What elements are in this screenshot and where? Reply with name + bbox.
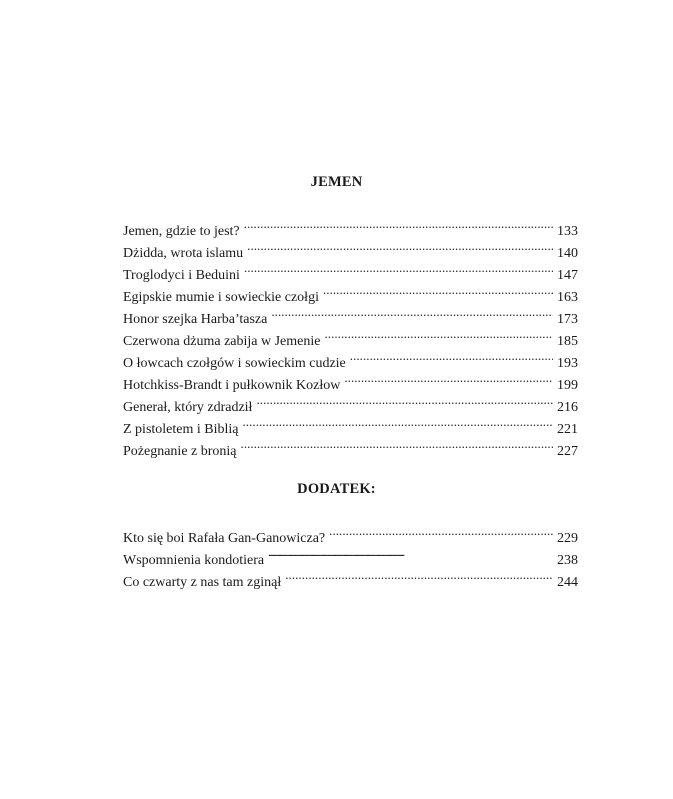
toc-entry-title: O łowcach czołgów i sowieckim cudzie (123, 356, 346, 371)
toc-entry-page: 140 (557, 246, 578, 261)
dot-leader (243, 411, 554, 433)
dot-leader (247, 235, 553, 257)
toc-entry-page: 229 (557, 531, 578, 546)
toc-entry-title: Pożegnanie z bronią (123, 444, 237, 459)
dot-leader (244, 213, 553, 235)
dot-leader (244, 257, 553, 279)
toc-entry-page: 238 (557, 553, 578, 568)
toc-entry (123, 213, 578, 239)
toc-entry-page: 216 (557, 400, 578, 415)
toc-entry-page: 163 (557, 290, 578, 305)
toc-entry-title: Generał, który zdradził (123, 400, 253, 415)
toc-entry-page: 193 (557, 356, 578, 371)
toc-list-dodatek (123, 520, 578, 590)
toc-entry-title: Dżidda, wrota islamu (123, 246, 244, 261)
toc-entry (123, 520, 578, 546)
toc-entry-page: 199 (557, 378, 578, 393)
dot-leader (271, 301, 553, 323)
toc-entry-title: Z pistoletem i Biblią (123, 422, 239, 437)
toc-entry-page: 147 (557, 268, 578, 283)
toc-entry-title: Co czwarty z nas tam zginął (123, 575, 282, 590)
toc-entry-page: 227 (557, 444, 578, 459)
section-title-jemen: JEMEN (310, 174, 363, 190)
dot-leader (285, 564, 553, 586)
toc-entry-page: 173 (557, 312, 578, 327)
toc-entry-title: Hotchkiss-Brandt i pułkownik Kozłow (123, 378, 341, 393)
dot-leader (256, 389, 553, 411)
toc-list-jemen (123, 213, 578, 459)
dot-leader (241, 433, 553, 455)
dot-leader (344, 367, 553, 389)
dot-leader (323, 279, 553, 301)
toc-entry-title: Wspomnienia kondotiera (123, 553, 265, 568)
toc-entry-page: 221 (557, 422, 578, 437)
toc-entry-title: Honor szejka Harba’tasza (123, 312, 268, 327)
toc-entry-title: Troglodyci i Beduini (123, 268, 240, 283)
dot-leader (324, 323, 553, 345)
dot-leader (268, 542, 553, 564)
toc-entry-page: 244 (557, 575, 578, 590)
toc-entry-page: 185 (557, 334, 578, 349)
section-title-dodatek: DODATEK: (297, 481, 376, 497)
dot-leader (350, 345, 553, 367)
dot-leader (329, 520, 553, 542)
toc-entry-title: Jemen, gdzie to jest? (123, 224, 240, 239)
toc-entry-title: Kto się boi Rafała Gan-Ganowicza? (123, 531, 326, 546)
toc-entry-title: Egipskie mumie i sowieckie czołgi (123, 290, 319, 305)
toc-entry-page: 133 (557, 224, 578, 239)
toc-entry-title: Czerwona dżuma zabija w Jemenie (123, 334, 321, 349)
